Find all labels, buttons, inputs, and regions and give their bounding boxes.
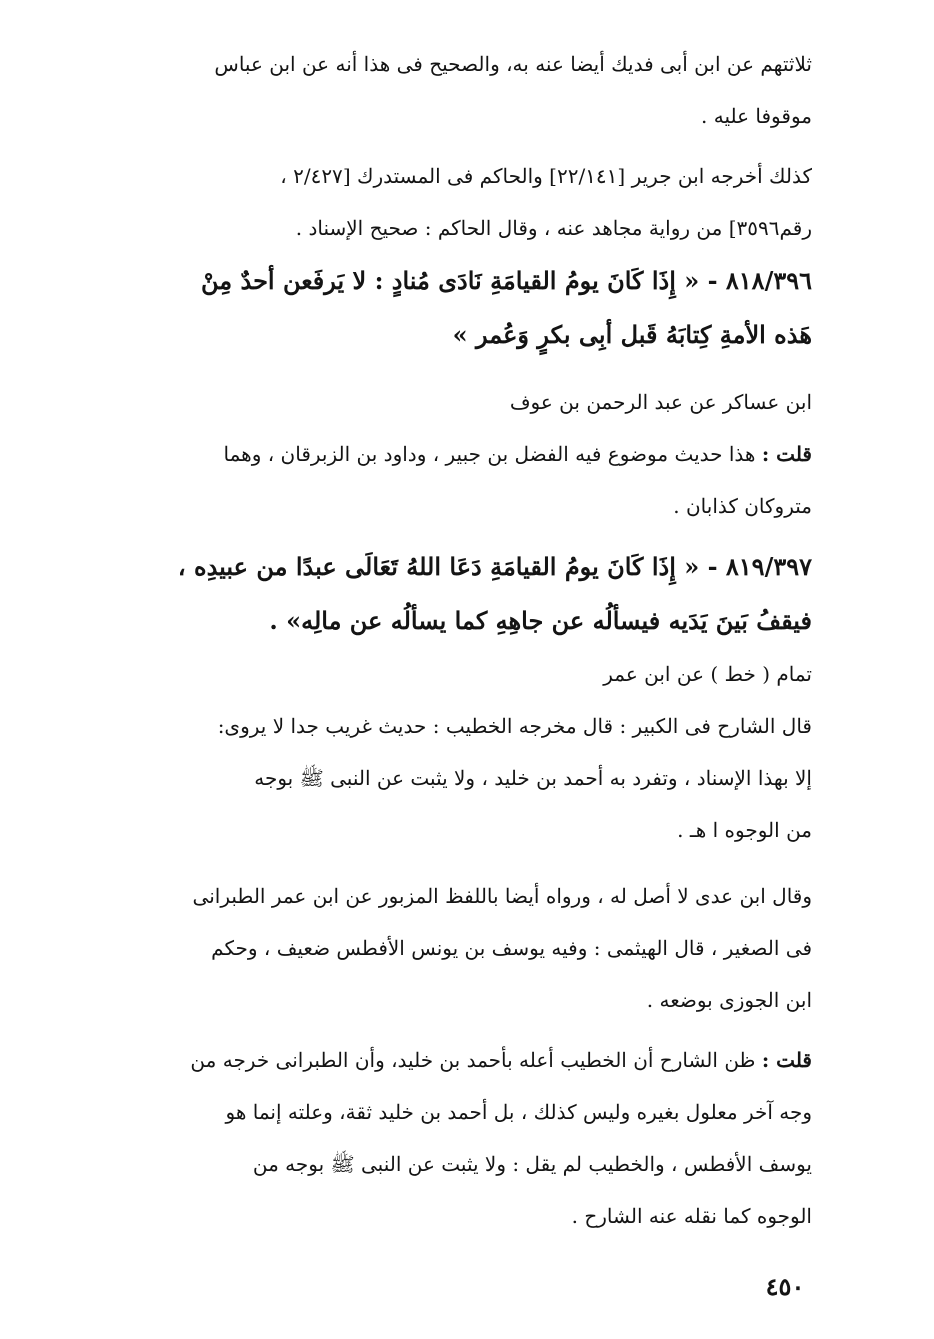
source-line: تمام ( خط ) عن ابن عمر bbox=[603, 662, 812, 686]
text-line: إلا بهذا الإسناد ، وتفرد به أحمد بن خليد ، ولا يثبت عن النبى ﷺ بوجه bbox=[254, 766, 812, 790]
paragraph-3 bbox=[100, 700, 812, 856]
paragraph-1 bbox=[100, 38, 812, 142]
text-line: يوسف الأفطس ، والخطيب لم يقل : ولا يثبت عن النبى ﷺ بوجه من bbox=[252, 1152, 812, 1176]
hadith-source-397 bbox=[100, 648, 812, 700]
page-body bbox=[100, 38, 812, 1242]
source-line: ابن عساكر عن عبد الرحمن بن عوف bbox=[509, 390, 812, 414]
text-line: ظن الشارح أن الخطيب أعله بأحمد بن خليد، وأن الطبرانى خرجه من bbox=[190, 1048, 756, 1072]
text-line: ابن الجوزى بوضعه . bbox=[646, 988, 812, 1012]
text-line: متروكان كذابان . bbox=[673, 494, 812, 518]
text-line: قال الشارح فى الكبير : قال مخرجه الخطيب : حديث غريب جدا لا يروى: bbox=[217, 714, 812, 738]
paragraph-4 bbox=[100, 870, 812, 1026]
page-number: ٤٥٠ bbox=[765, 1272, 805, 1301]
hadith-397 bbox=[100, 540, 812, 648]
text-line: الوجوه كما نقله عنه الشارح . bbox=[571, 1204, 812, 1228]
qult-paragraph-2 bbox=[100, 1034, 812, 1242]
hadith-line: ٨١٩/٣٩٧ - « إِذَا كَانَ يومُ القيامَةِ دَعَا اللهُ تَعَالَى عبدًا من عبيدِه ، bbox=[177, 552, 812, 581]
text-line: فى الصغير ، قال الهيثمى : وفيه يوسف بن يونس الأفطس ضعيف ، وحكم bbox=[211, 936, 812, 960]
hadith-source-396 bbox=[100, 376, 812, 428]
qult-label: قلت : bbox=[761, 442, 812, 466]
hadith-396 bbox=[100, 254, 812, 362]
text-line: رقم٣٥٩٦] من رواية مجاهد عنه ، وقال الحاكم : صحيح الإسناد . bbox=[295, 216, 812, 240]
paragraph-2 bbox=[100, 150, 812, 254]
text-line: ثلاثتهم عن ابن أبى فديك أيضا عنه به، والصحيح فى هذا أنه عن ابن عباس bbox=[214, 52, 812, 76]
text-line: من الوجوه ا هـ . bbox=[677, 818, 812, 842]
text-line: وقال ابن عدى لا أصل له ، ورواه أيضا باللفظ المزبور عن ابن عمر الطبرانى bbox=[192, 884, 812, 908]
hadith-line: هَذه الأمةِ كِتابَهُ قَبل أبِى بكرٍ وَعُمر » bbox=[452, 320, 812, 349]
qult-label: قلت : bbox=[761, 1048, 812, 1072]
text-line: كذلك أخرجه ابن جرير [٢٢/١٤١] والحاكم فى المستدرك [٢/٤٢٧ ، bbox=[280, 164, 812, 188]
hadith-line: ٨١٨/٣٩٦ - « إِذَا كَانَ يومُ القيامَةِ نَادَى مُنادٍ : لا يَرفَعن أحدٌ مِنْ bbox=[201, 266, 812, 295]
text-line: وجه آخر معلول بغيره وليس كذلك ، بل أحمد بن خليد ثقة، وعلته إنما هو bbox=[225, 1100, 812, 1124]
text-line: هذا حديث موضوع فيه الفضل بن جبير ، وداود بن الزبرقان ، وهما bbox=[223, 442, 756, 466]
text-line: موقوفا عليه . bbox=[701, 104, 812, 128]
qult-paragraph-1 bbox=[100, 428, 812, 532]
hadith-line: فيقفُ بَينَ يَدَيه فيسألُه عن جاهِهِ كما يسألُه عن مالِه» . bbox=[269, 606, 812, 635]
